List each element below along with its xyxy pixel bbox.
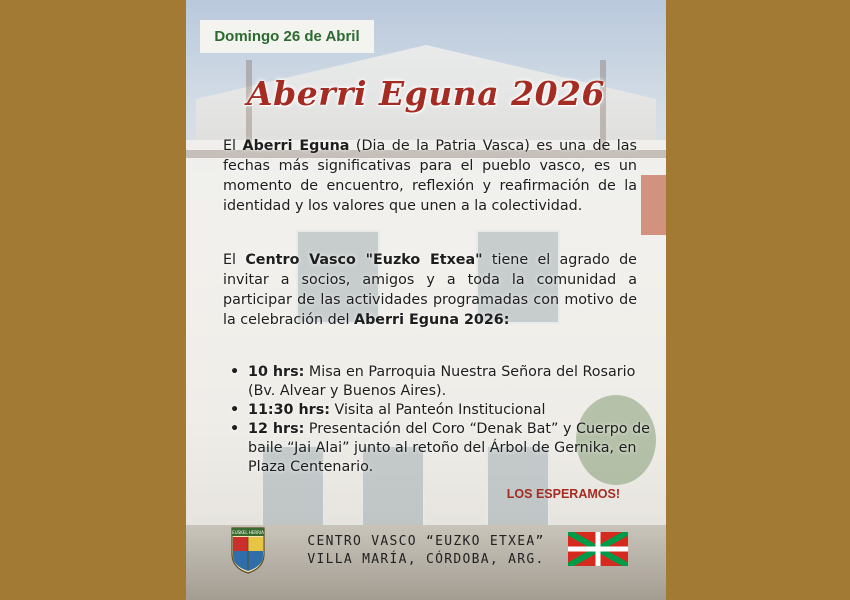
schedule-item — [230, 420, 650, 477]
event-poster — [186, 0, 666, 600]
invite-text: El — [223, 252, 246, 268]
shield-lettering: EUSKEL HERRIA — [232, 530, 264, 535]
event-schedule-list — [230, 363, 650, 477]
schedule-description: Misa en Parroquia Nuestra Señora del Rosario (Bv. Alvear y Buenos Aires). — [248, 364, 636, 399]
roof-tiles-graphic — [641, 175, 666, 235]
schedule-item — [230, 401, 650, 420]
organization-location: VILLA MARÍA, CÓRDOBA, ARG. — [307, 552, 545, 567]
schedule-time: 12 hrs: — [248, 421, 305, 437]
intro-paragraph — [223, 136, 637, 216]
event-date: Domingo 26 de Abril — [214, 28, 360, 45]
schedule-time: 10 hrs: — [248, 364, 305, 380]
date-badge — [200, 20, 374, 53]
invite-event-name: Aberri Eguna 2026: — [354, 312, 510, 328]
schedule-description: Visita al Panteón Institucional — [329, 402, 546, 418]
organization-name: CENTRO VASCO “EUZKO ETXEA” — [307, 534, 545, 549]
invite-text: tiene el agrado de invitar a socios, amigos y a toda la comunidad a participar de las actividades programadas con motivo de la celebración del — [223, 252, 637, 328]
schedule-description: Presentación del Coro “Denak Bat” y Cuerpo de baile “Jai Alai” junto al retoño del Árbol de Gernika, en Plaza Centenario. — [248, 421, 650, 475]
schedule-time: 11:30 hrs: — [248, 402, 330, 418]
intro-highlight: Aberri Eguna — [242, 138, 350, 154]
intro-text: (Dia de la Patria Vasca) es una de las fechas más significativas para el pueblo vasco, es un momento de encuentro, reflexión y reafirmación de la identidad y los valores que unen a la colectividad. — [223, 138, 637, 214]
poster-title: Aberri Eguna 2026 — [247, 74, 605, 113]
closing-message: LOS ESPERAMOS! — [506, 487, 620, 501]
invite-org-name: Centro Vasco "Euzko Etxea" — [245, 252, 483, 268]
invite-paragraph — [223, 250, 637, 330]
intro-text: El — [223, 138, 243, 154]
ikurrina-flag-icon — [568, 532, 628, 566]
schedule-item — [230, 363, 650, 401]
